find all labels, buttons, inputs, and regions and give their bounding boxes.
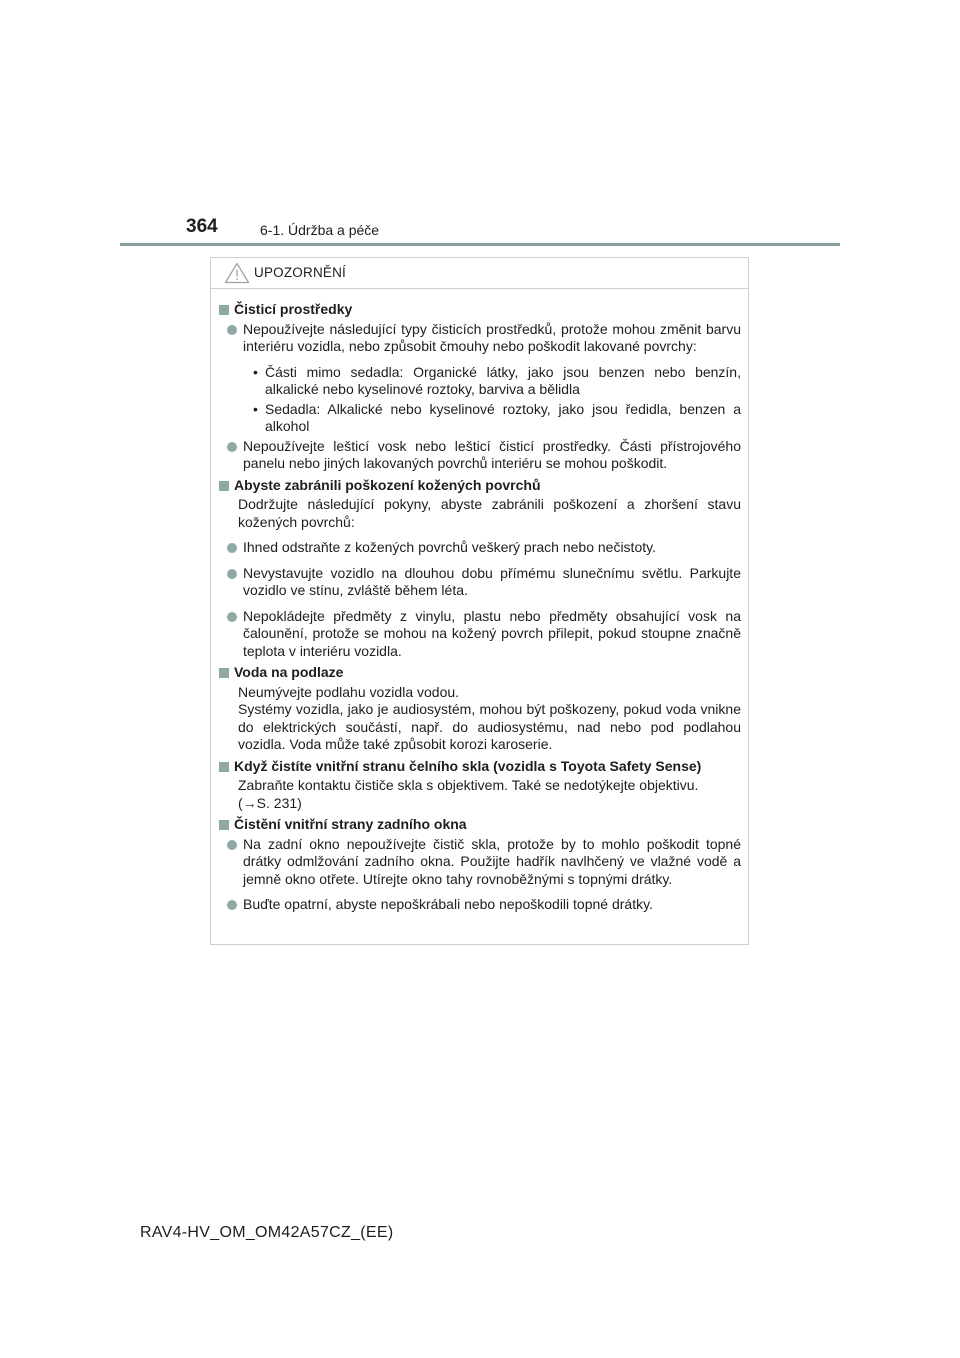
square-bullet-icon xyxy=(219,305,229,315)
square-bullet-icon xyxy=(219,762,229,772)
list-item: Nepokládejte předměty z vinylu, plastu nebo předměty obsahující vosk na čalounění, protože se mohou na kožený povrch přilepit, pokud stoupne značně teplota v interiéru vozidla. xyxy=(219,608,741,661)
warning-box xyxy=(210,257,749,945)
list-item: Nepoužívejte lešticí vosk nebo lešticí čisticí prostředky. Části přístrojového panelu nebo jiných lakovaných povrchů interiéru se mohou poškodit. xyxy=(219,438,741,473)
round-bullet-icon xyxy=(227,543,237,553)
round-bullet-icon xyxy=(227,442,237,452)
paragraph: Zabraňte kontaktu čističe skla s objektivem. Také se nedotýkejte objektivu. xyxy=(238,777,699,793)
round-bullet-icon xyxy=(227,900,237,910)
paragraph: Systémy vozidla, jako je audiosystém, mohou být poškozeny, pokud voda vnikne do elektrických součástí, např. do audiosystému, nad nebo pod podlahou vozidla. Voda může také způsobit korozi karoserie. xyxy=(238,701,741,752)
round-bullet-icon xyxy=(227,612,237,622)
page-reference: (→S. 231) xyxy=(238,794,302,811)
small-bullet-icon: • xyxy=(253,400,258,417)
page-number: 364 xyxy=(186,216,218,237)
warning-triangle-icon xyxy=(224,262,250,284)
paragraph: Neumývejte podlahu vozidla vodou. xyxy=(238,683,460,700)
list-item: Na zadní okno nepoužívejte čistič skla, protože by to mohlo poškodit topné drátky odmlžování zadního okna. Použijte hadřík navlhčený ve vlažné vodě a jemně okno otřete. Utírejte okno tahy rovnoběžnými s topnými drátky. xyxy=(219,836,741,889)
section-heading-leather: Abyste zabránili poškození kožených povrchů xyxy=(219,477,741,495)
sub-list-item: • Části mimo sedadla: Organické látky, jako jsou benzen nebo benzín, alkalické nebo kyselinové roztoky, barviva a bělidla xyxy=(253,363,741,397)
list-item: Nevystavujte vozidlo na dlouhou dobu přímému slunečnímu světlu. Parkujte vozidlo ve stínu, zvláště během léta. xyxy=(219,565,741,600)
header-divider xyxy=(120,243,840,246)
section-title: 6-1. Údržba a péče xyxy=(260,222,380,238)
paragraph: Dodržujte následující pokyny, abyste zabránili poškození a zhoršení stavu kožených povrchů: xyxy=(238,496,741,530)
section-heading-water-floor: Voda na podlaze xyxy=(219,664,741,682)
warning-body xyxy=(211,289,748,914)
section-heading-rear-window: Čistění vnitřní strany zadního okna xyxy=(219,816,741,834)
document-code: RAV4-HV_OM_OM42A57CZ_(EE) xyxy=(140,1224,394,1241)
list-item: Nepoužívejte následující typy čisticích prostředků, protože mohou změnit barvu interiéru vozidla, nebo způsobit čmouhy nebo poškodit lakované povrchy: xyxy=(219,321,741,356)
round-bullet-icon xyxy=(227,569,237,579)
sub-list-item: • Sedadla: Alkalické nebo kyselinové roztoky, jako jsou ředidla, benzen a alkohol xyxy=(253,400,741,434)
round-bullet-icon xyxy=(227,325,237,335)
square-bullet-icon xyxy=(219,820,229,830)
square-bullet-icon xyxy=(219,668,229,678)
square-bullet-icon xyxy=(219,481,229,491)
list-item: Ihned odstraňte z kožených povrchů veškerý prach nebo nečistoty. xyxy=(219,539,741,557)
list-item: Buďte opatrní, abyste nepoškrábali nebo nepoškodili topné drátky. xyxy=(219,896,741,914)
section-heading-windshield: Když čistíte vnitřní stranu čelního skla (vozidla s Toyota Safety Sense) xyxy=(219,758,741,776)
warning-header xyxy=(211,258,748,289)
section-heading-cleaning-agents: Čisticí prostředky xyxy=(219,301,741,319)
small-bullet-icon: • xyxy=(253,363,258,380)
warning-title: UPOZORNĚNÍ xyxy=(254,265,347,280)
round-bullet-icon xyxy=(227,840,237,850)
